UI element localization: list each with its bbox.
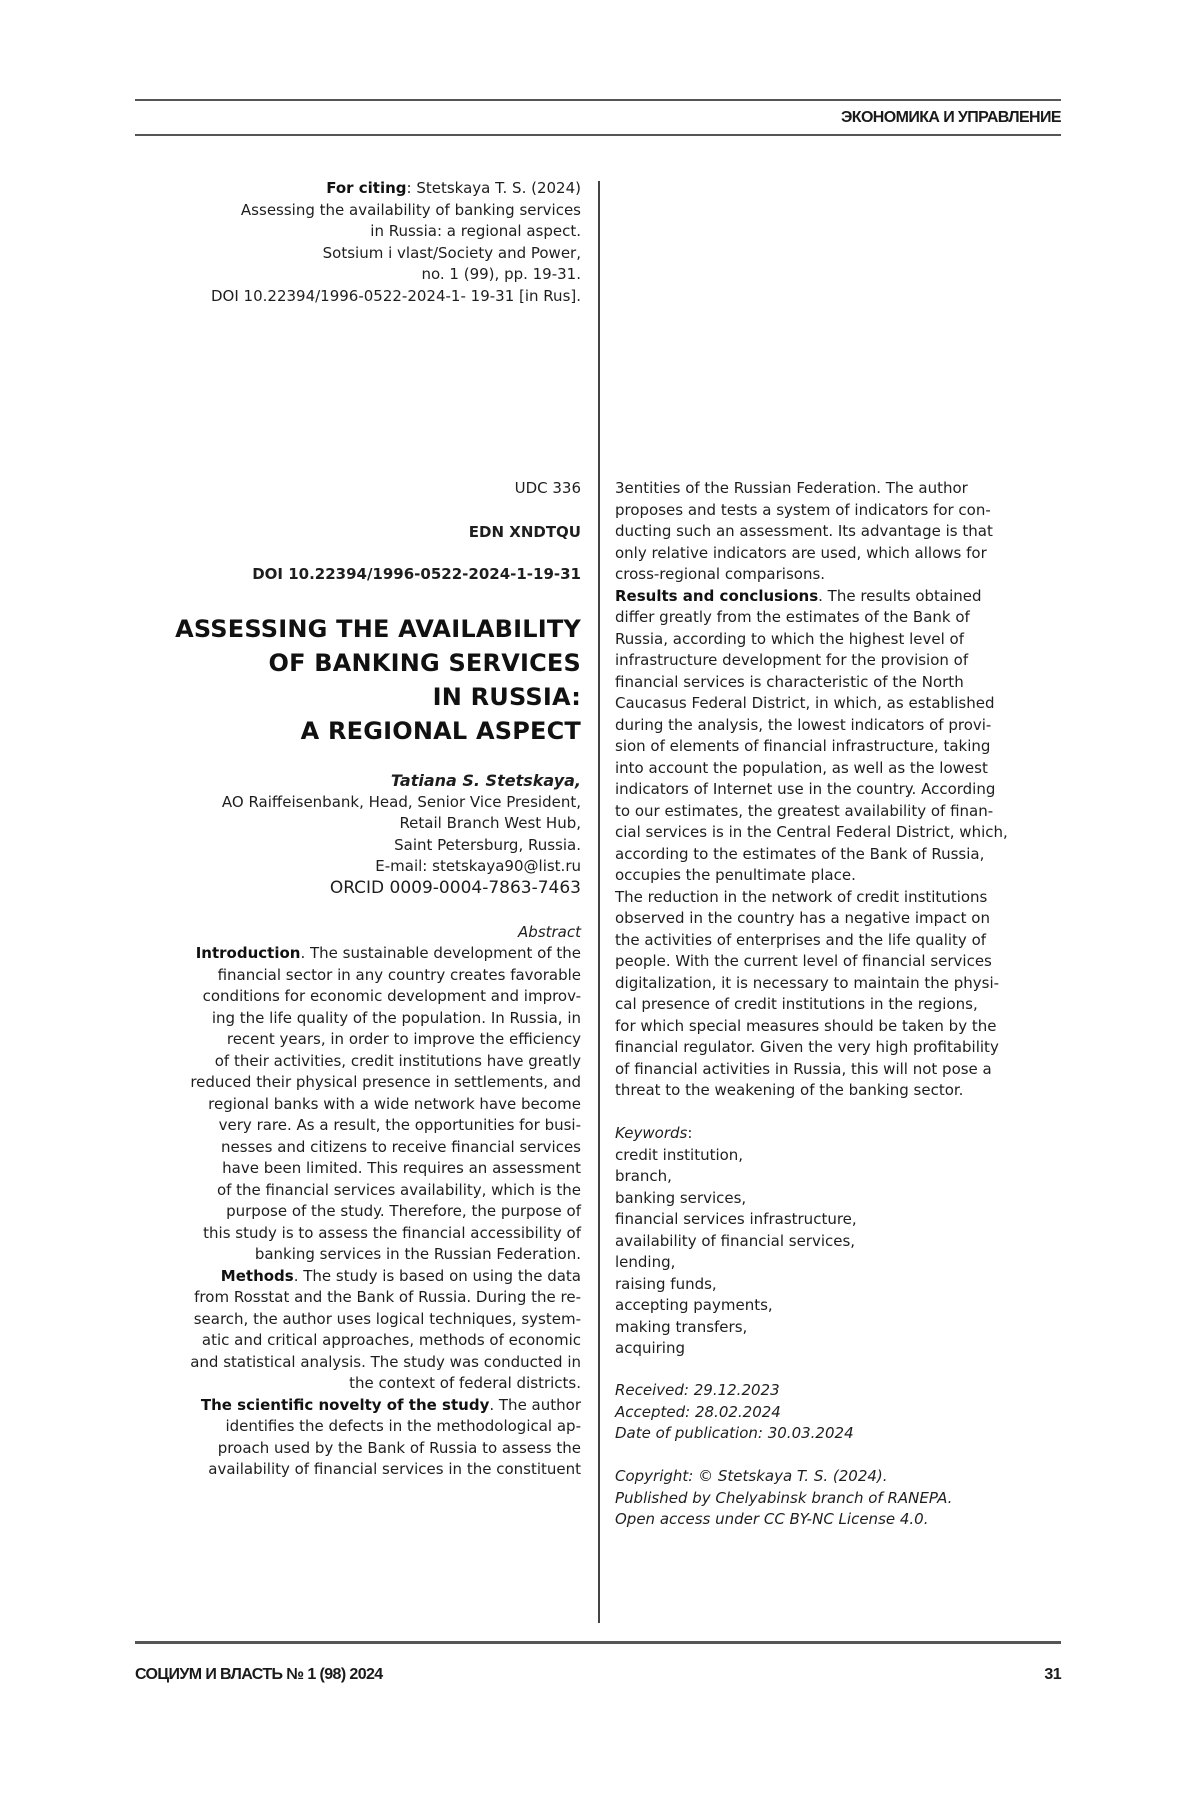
abstract-line <box>190 1158 581 1180</box>
abstract-line <box>190 1459 581 1481</box>
copyright-line: Copyright: © Stetskaya T. S. (2024). <box>615 1467 888 1485</box>
abstract-line <box>190 1201 581 1223</box>
abstract-text: . The study is based on using the data <box>293 1266 581 1285</box>
publication-date: Date of publication: 30.03.2024 <box>615 1424 854 1442</box>
abstract-line <box>615 801 1008 823</box>
abstract-line <box>615 1059 1008 1081</box>
abstract-section-label: Introduction <box>195 944 301 962</box>
abstract-line <box>190 1266 581 1288</box>
abstract-left-column <box>190 943 581 1481</box>
abstract-text: into account the population, as well as the lowest <box>615 758 988 777</box>
abstract-line <box>615 822 1008 844</box>
abstract-text: cal presence of credit institutions in the regions, <box>615 995 978 1013</box>
affiliation-line: Retail Branch West Hub, <box>399 814 581 833</box>
citation-line: in Russia: a regional aspect. <box>370 222 581 241</box>
header-bottom-rule <box>135 134 1061 136</box>
abstract-text: identifies the defects in the methodological ap- <box>225 1417 581 1435</box>
abstract-text: this study is to assess the financial accessibility of <box>203 1223 581 1242</box>
author-email: E-mail: stetskaya90@list.ru <box>375 857 581 876</box>
citation-line: DOI 10.22394/1996-0522-2024-1- 19-31 [in Rus]. <box>211 286 581 305</box>
citation-line: no. 1 (99), pp. 19-31. <box>421 265 581 284</box>
abstract-text: differ greatly from the estimates of the Bank of <box>615 608 970 626</box>
abstract-text: cross-regional comparisons. <box>615 565 826 583</box>
abstract-text: availability of financial services in the constituent <box>208 1460 581 1478</box>
abstract-text: financial services is characteristic of the North <box>615 672 964 691</box>
abstract-line <box>615 500 1008 522</box>
abstract-text: people. With the current level of financial services <box>615 952 992 970</box>
abstract-line <box>190 1309 581 1331</box>
abstract-line <box>615 758 1008 780</box>
abstract-line <box>615 994 1008 1016</box>
header-top-rule <box>135 99 1061 101</box>
abstract-line <box>615 930 1008 952</box>
abstract-text: of financial activities in Russia, this will not pose a <box>615 1059 992 1078</box>
abstract-text: search, the author uses logical techniques, system- <box>193 1309 581 1328</box>
abstract-right-column <box>615 478 1008 1102</box>
abstract-line <box>190 1352 581 1374</box>
abstract-line <box>615 693 1008 715</box>
keyword-item: acquiring <box>615 1339 685 1357</box>
title-line: ASSESSING THE AVAILABILITY <box>175 615 581 643</box>
abstract-text: indicators of Internet use in the country. According <box>615 780 996 798</box>
abstract-text: regional banks with a wide network have become <box>208 1094 581 1113</box>
page-number: 31 <box>1044 1666 1061 1683</box>
abstract-text: have been limited. This requires an assessment <box>222 1159 581 1177</box>
keyword-item: branch, <box>615 1167 672 1185</box>
abstract-line <box>615 908 1008 930</box>
citation-line: Sotsium i vlast/Society and Power, <box>322 243 581 262</box>
abstract-text: during the analysis, the lowest indicators of provi- <box>615 715 992 734</box>
abstract-line <box>615 1016 1008 1038</box>
keywords-label: Keywords <box>615 1124 688 1142</box>
abstract-line <box>615 478 1008 500</box>
abstract-text: conditions for economic development and improv- <box>202 987 581 1005</box>
abstract-line <box>190 1115 581 1137</box>
abstract-heading: Abstract <box>518 923 581 941</box>
abstract-text: 3entities of the Russian Federation. The author <box>615 479 968 497</box>
footer-journal: СОЦИУМ И ВЛАСТЬ № 1 (98) 2024 <box>135 1666 383 1683</box>
abstract-text: Caucasus Federal District, in which, as established <box>615 694 995 712</box>
citation-line: Assessing the availability of banking services <box>240 200 581 219</box>
citation-block <box>211 178 581 308</box>
copyright-block <box>615 1466 952 1531</box>
license-line: Open access under CC BY-NC License 4.0. <box>615 1510 929 1528</box>
abstract-line <box>190 1416 581 1438</box>
article-title <box>175 612 581 748</box>
abstract-text: banking services in the Russian Federation. <box>254 1245 581 1263</box>
abstract-text: sion of elements of financial infrastructure, taking <box>615 737 991 755</box>
abstract-text: . The sustainable development of the <box>300 944 581 962</box>
abstract-line <box>190 1395 581 1417</box>
keywords-block <box>615 1123 857 1360</box>
abstract-text: the context of federal districts. <box>349 1374 581 1392</box>
affiliation-line: Saint Petersburg, Russia. <box>394 835 581 854</box>
abstract-text: digitalization, it is necessary to maintain the physi- <box>615 973 1000 992</box>
abstract-text: financial regulator. Given the very high profitability <box>615 1038 999 1056</box>
citation-line: : Stetskaya T. S. (2024) <box>406 179 581 197</box>
abstract-line <box>190 1072 581 1094</box>
author-orcid: ORCID 0009-0004-7863-7463 <box>329 877 581 898</box>
abstract-line <box>615 607 1008 629</box>
abstract-text: according to the estimates of the Bank of Russia, <box>615 844 985 863</box>
udc: UDC 336 <box>514 479 581 497</box>
abstract-line <box>190 1223 581 1245</box>
abstract-text: threat to the weakening of the banking sector. <box>615 1081 964 1099</box>
received-date: Received: 29.12.2023 <box>615 1381 780 1399</box>
citation-label: For citing <box>326 179 407 197</box>
keyword-item: lending, <box>615 1253 676 1271</box>
abstract-line <box>615 672 1008 694</box>
abstract-text: . The author <box>489 1395 581 1414</box>
abstract-text: ducting such an assessment. Its advantage is that <box>615 522 993 540</box>
abstract-text: purpose of the study. Therefore, the purpose of <box>226 1202 581 1220</box>
running-header: ЭКОНОМИКА И УПРАВЛЕНИЕ <box>841 109 1061 126</box>
abstract-line <box>615 887 1008 909</box>
abstract-text: and statistical analysis. The study was conducted in <box>190 1352 581 1371</box>
abstract-text: of the financial services availability, which is the <box>216 1180 581 1199</box>
abstract-section-label: The scientific novelty of the study <box>200 1395 490 1414</box>
keywords-list <box>615 1145 857 1360</box>
edn: EDN XNDTQU <box>468 523 581 541</box>
author-name: Tatiana S. Stetskaya, <box>390 771 581 790</box>
abstract-line <box>615 543 1008 565</box>
abstract-line <box>190 1330 581 1352</box>
abstract-text: occupies the penultimate place. <box>615 866 856 884</box>
abstract-line <box>190 1051 581 1073</box>
abstract-text: Russia, according to which the highest level of <box>615 629 964 648</box>
abstract-text: from Rosstat and the Bank of Russia. During the re- <box>194 1288 581 1306</box>
doi: DOI 10.22394/1996-0522-2024-1-19-31 <box>252 565 581 583</box>
abstract-text: for which special measures should be taken by the <box>615 1016 997 1035</box>
abstract-line <box>615 629 1008 651</box>
title-line: A REGIONAL ASPECT <box>300 717 581 745</box>
abstract-line <box>190 965 581 987</box>
abstract-text: atic and critical approaches, methods of economic <box>201 1331 581 1349</box>
keyword-item: financial services infrastructure, <box>615 1210 857 1228</box>
abstract-text: proposes and tests a system of indicators for con- <box>615 500 991 519</box>
abstract-text: The reduction in the network of credit institutions <box>615 887 988 906</box>
abstract-line <box>615 865 1008 887</box>
abstract-text: very rare. As a result, the opportunities for busi- <box>218 1116 581 1134</box>
abstract-line <box>615 1080 1008 1102</box>
keyword-item: accepting payments, <box>615 1296 773 1314</box>
keywords-colon: : <box>687 1124 693 1142</box>
publisher-line: Published by Chelyabinsk branch of RANEPA. <box>615 1488 953 1507</box>
abstract-text: to our estimates, the greatest availability of finan- <box>615 801 994 820</box>
author-block <box>222 770 581 900</box>
keyword-item: availability of financial services, <box>615 1231 856 1250</box>
title-line: OF BANKING SERVICES <box>268 649 581 677</box>
abstract-section-label: Results and conclusions <box>615 586 819 605</box>
abstract-line <box>615 564 1008 586</box>
column-divider <box>598 181 600 1623</box>
abstract-line <box>190 1094 581 1116</box>
abstract-line <box>615 650 1008 672</box>
abstract-text: infrastructure development for the provision of <box>615 651 969 669</box>
abstract-line <box>615 521 1008 543</box>
abstract-text: ing the life quality of the population. In Russia, in <box>211 1008 581 1027</box>
abstract-line <box>615 715 1008 737</box>
dates-block <box>615 1380 854 1445</box>
keyword-item: making transfers, <box>615 1317 748 1336</box>
abstract-line <box>615 1037 1008 1059</box>
abstract-text: cial services is in the Central Federal District, which, <box>615 823 1008 841</box>
abstract-line <box>615 779 1008 801</box>
keyword-item: credit institution, <box>615 1145 744 1164</box>
abstract-line <box>190 986 581 1008</box>
accepted-date: Accepted: 28.02.2024 <box>615 1402 781 1421</box>
abstract-line <box>615 736 1008 758</box>
abstract-text: financial sector in any country creates favorable <box>217 965 581 984</box>
abstract-line <box>190 943 581 965</box>
keyword-item: banking services, <box>615 1188 747 1207</box>
abstract-text: reduced their physical presence in settlements, and <box>190 1073 581 1091</box>
abstract-text: of their activities, credit institutions have greatly <box>214 1051 581 1070</box>
abstract-line <box>190 1244 581 1266</box>
keyword-item: raising funds, <box>615 1274 717 1293</box>
abstract-text: the activities of enterprises and the life quality of <box>615 930 987 949</box>
title-line: IN RUSSIA: <box>432 683 581 711</box>
abstract-line <box>190 1137 581 1159</box>
abstract-line <box>615 951 1008 973</box>
abstract-line <box>615 586 1008 608</box>
abstract-text: . The results obtained <box>818 586 982 605</box>
abstract-text: observed in the country has a negative impact on <box>615 909 990 927</box>
abstract-section-label: Methods <box>220 1266 294 1285</box>
abstract-line <box>190 1438 581 1460</box>
abstract-text: only relative indicators are used, which allows for <box>615 543 987 562</box>
abstract-line <box>615 973 1008 995</box>
abstract-line <box>190 1373 581 1395</box>
abstract-line <box>190 1287 581 1309</box>
footer-rule <box>135 1641 1061 1644</box>
abstract-text: nesses and citizens to receive financial services <box>221 1137 581 1156</box>
abstract-line <box>615 844 1008 866</box>
abstract-line <box>190 1008 581 1030</box>
affiliation-line: AO Raiffeisenbank, Head, Senior Vice President, <box>221 792 581 811</box>
abstract-line <box>190 1029 581 1051</box>
abstract-text: proach used by the Bank of Russia to assess the <box>217 1438 581 1457</box>
abstract-line <box>190 1180 581 1202</box>
abstract-text: recent years, in order to improve the efficiency <box>226 1030 581 1048</box>
